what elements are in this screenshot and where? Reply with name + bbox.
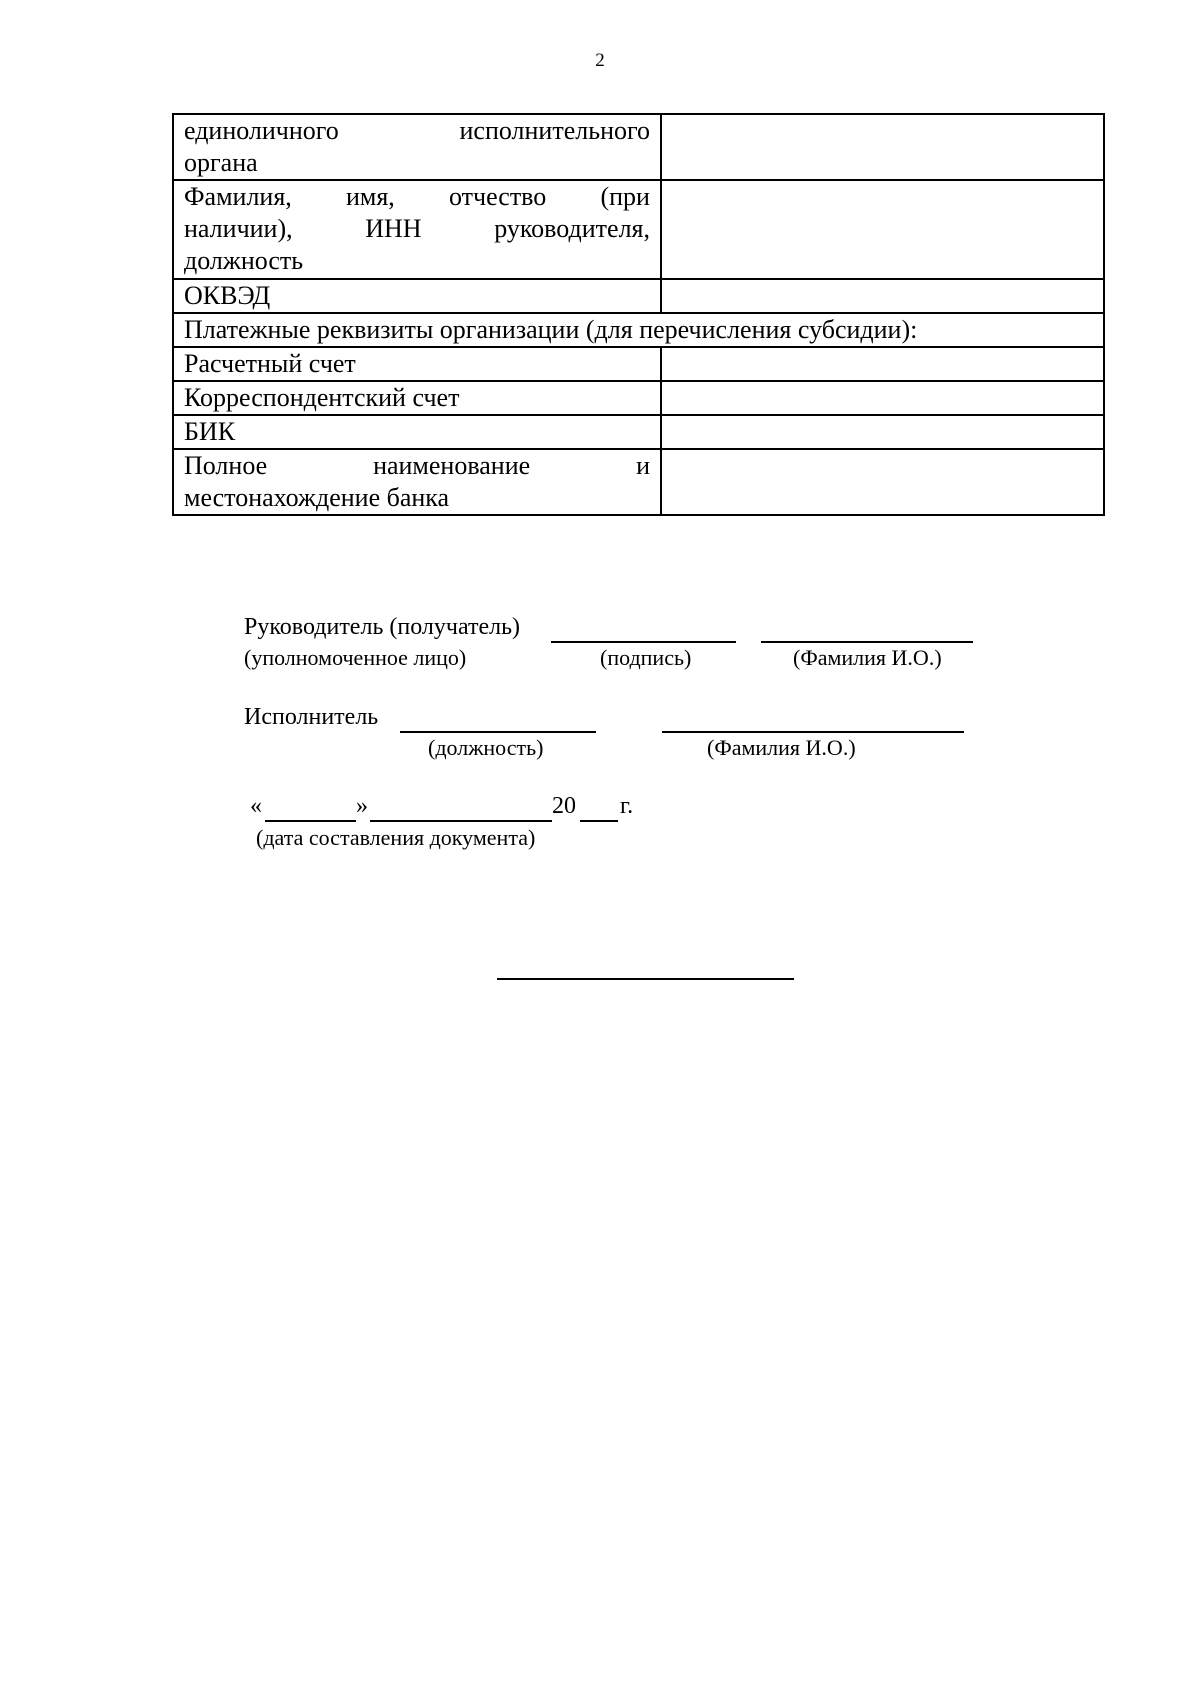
bank-name-word-3: и <box>636 451 650 480</box>
executor-name-line[interactable] <box>662 731 964 733</box>
head-name-line[interactable] <box>761 641 973 643</box>
head-signature-line[interactable] <box>551 641 736 643</box>
head-name-label <box>173 180 661 279</box>
bank-name-line-2: местонахождение банка <box>184 483 450 512</box>
corr-account-label: Корреспондентский счет <box>173 381 661 415</box>
head-sublabel: (уполномоченное лицо) <box>244 645 467 670</box>
payment-details-header: Платежные реквизиты организации (для перечисления субсидии): <box>173 313 1104 347</box>
head-name-word-7: руководителя, <box>494 214 650 243</box>
date-month-line[interactable] <box>370 820 552 822</box>
head-name-word-1: Фамилия, <box>184 182 292 211</box>
date-day-line[interactable] <box>265 820 356 822</box>
table-row <box>173 180 1104 279</box>
executor-label: Исполнитель <box>244 704 379 730</box>
bik-value-cell[interactable] <box>661 415 1104 449</box>
date-open-quote: « <box>250 793 262 819</box>
account-value-cell[interactable] <box>661 347 1104 381</box>
table-row <box>173 313 1104 347</box>
signature-hint: (подпись) <box>600 645 692 670</box>
head-name-word-8: должность <box>184 246 304 275</box>
head-label: Руководитель (получатель) <box>244 614 521 640</box>
executive-body-value-cell[interactable] <box>661 114 1104 180</box>
table-row <box>173 449 1104 515</box>
position-hint: (должность) <box>428 735 544 760</box>
bik-label: БИК <box>173 415 661 449</box>
corr-account-value-cell[interactable] <box>661 381 1104 415</box>
table-row <box>173 415 1104 449</box>
bank-name-label <box>173 449 661 515</box>
executive-body-word-2: исполнительного <box>459 116 650 145</box>
executive-body-word-3: органа <box>184 148 258 177</box>
table-row <box>173 347 1104 381</box>
head-name-word-4: (при <box>600 182 650 211</box>
date-year-line[interactable] <box>580 820 618 822</box>
head-name-word-3: отчество <box>449 182 547 211</box>
head-name-word-2: имя, <box>345 182 395 211</box>
executive-body-word-1: единоличного <box>184 116 339 145</box>
bank-name-word-2: наименование <box>373 451 531 480</box>
table-row <box>173 279 1104 313</box>
table-row <box>173 114 1104 180</box>
end-of-document-line <box>497 978 794 980</box>
head-name-word-6: ИНН <box>365 214 422 243</box>
date-year-suffix: г. <box>620 793 634 819</box>
date-close-quote: » <box>356 793 368 819</box>
okved-value-cell[interactable] <box>661 279 1104 313</box>
table-row <box>173 381 1104 415</box>
okved-label: ОКВЭД <box>173 279 661 313</box>
head-name-hint: (Фамилия И.О.) <box>793 645 942 670</box>
date-hint: (дата составления документа) <box>256 825 536 850</box>
executor-name-hint: (Фамилия И.О.) <box>707 735 856 760</box>
bank-name-word-1: Полное <box>184 451 268 480</box>
bank-name-value-cell[interactable] <box>661 449 1104 515</box>
head-name-value-cell[interactable] <box>661 180 1104 279</box>
page-number: 2 <box>595 50 605 71</box>
executor-position-line[interactable] <box>400 731 596 733</box>
organization-details-table <box>172 113 1105 516</box>
executive-body-label <box>173 114 661 180</box>
head-name-word-5: наличии), <box>184 214 293 243</box>
account-label: Расчетный счет <box>173 347 661 381</box>
date-year-prefix: 20 <box>552 793 576 819</box>
